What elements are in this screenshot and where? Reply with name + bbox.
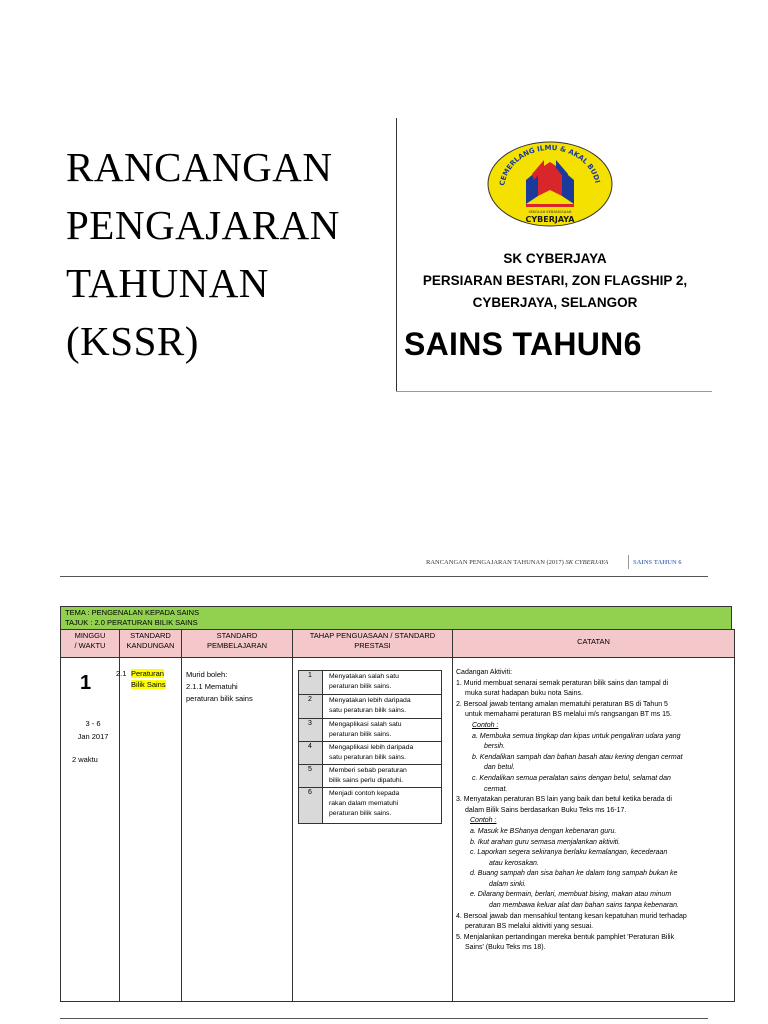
column-divider xyxy=(119,658,120,1001)
tahap-line: peraturan bilik sains. xyxy=(329,810,392,817)
tahap-desc xyxy=(329,743,439,763)
header-text: / WAKTU xyxy=(74,641,106,650)
example-item: b. Kendalikan sampah dan bahan basah atau kering dengan cermat xyxy=(472,753,683,761)
header-minggu xyxy=(61,630,120,658)
example-heading: Contoh : xyxy=(470,817,497,825)
highlighted-text: Peraturan xyxy=(131,669,164,678)
example-item: bersih. xyxy=(484,743,506,751)
tahap-level: 4 xyxy=(299,742,323,764)
logo-school-name: CYBERJAYA xyxy=(525,215,575,224)
tahap-line: Menjadi contoh kepada xyxy=(329,790,400,797)
tahap-desc xyxy=(329,720,439,740)
example-item: e. Dilarang bermain, berlari, membuat bising, makan atau minum xyxy=(470,891,672,899)
example-item: dan betul. xyxy=(484,764,515,772)
tahap-level: 6 xyxy=(299,788,323,823)
tahap-line: Mengaplikasi lebih daripada xyxy=(329,744,414,751)
column-divider xyxy=(452,658,453,1001)
tahap-line: satu peraturan bilik sains. xyxy=(329,707,407,714)
header-standard-pembelajaran xyxy=(182,630,293,658)
tajuk-line: TAJUK : 2.0 PERATURAN BILIK SAINS xyxy=(65,618,198,627)
activity-item: 2. Bersoal jawab tentang amalan mematuhi peraturan BS di Tahun 5 xyxy=(456,700,668,708)
activity-item: dalam Bilik Sains berdasarkan Buku Teks ms 16-17. xyxy=(465,806,627,814)
week-date xyxy=(66,717,120,743)
tahap-row xyxy=(299,719,441,742)
tahap-desc xyxy=(329,789,439,819)
activities-heading: Cadangan Aktiviti: xyxy=(456,669,513,676)
school-city: CYBERJAYA, SELANGOR xyxy=(472,295,638,310)
header-text: PRESTASI xyxy=(354,641,391,650)
week-number: 1 xyxy=(80,672,92,694)
tahap-line: Menyatakan salah satu xyxy=(329,673,399,680)
tahap-row xyxy=(299,695,441,719)
tahap-row xyxy=(299,742,441,765)
catatan-activities xyxy=(456,668,730,954)
tahap-row xyxy=(299,788,441,823)
tahap-desc xyxy=(329,766,439,786)
tahap-level: 3 xyxy=(299,719,323,741)
tema-box xyxy=(60,606,732,630)
header-text: CATATAN xyxy=(577,637,610,646)
tahap-line: rakan dalam mematuhi xyxy=(329,800,399,807)
example-item: cermat. xyxy=(484,785,508,793)
standard-kandungan-number: 2.1 xyxy=(116,669,127,678)
week-date-month: Jan 2017 xyxy=(77,732,109,741)
column-divider xyxy=(292,658,293,1001)
tahap-line: peraturan bilik sains. xyxy=(329,731,392,738)
logo-motto: CEMERLANG ILMU & AKAL BUDI xyxy=(498,143,602,187)
activity-item: 4. Bersoal jawab dan mensahkul tentang kesan kepatuhan murid terhadap xyxy=(456,912,687,920)
example-item: c. Kendalikan semua peralatan sains dengan betul, selamat dan xyxy=(472,774,671,782)
tahap-desc xyxy=(329,696,439,716)
tahap-level: 5 xyxy=(299,765,323,787)
header-standard-kandungan xyxy=(120,630,182,658)
header-text: MINGGU xyxy=(74,631,106,640)
tahap-level: 2 xyxy=(299,695,323,718)
sp-intro: Murid boleh: xyxy=(186,670,228,679)
header-text: STANDARD xyxy=(216,631,258,640)
activity-item: 5. Menjalankan pertandingan mereka bentuk pamphlet 'Peraturan Bilik xyxy=(456,933,675,941)
example-item: atau kerosakan. xyxy=(489,859,539,867)
tahap-level: 1 xyxy=(299,671,323,694)
school-name: SK CYBERJAYA xyxy=(503,251,607,266)
tahap-line: Memberi sebab peraturan xyxy=(329,767,407,774)
activity-item: peraturan BS melalui aktiviti yang sesuai. xyxy=(465,923,594,931)
school-logo xyxy=(486,140,614,228)
example-item: dalam sinki. xyxy=(489,880,526,888)
cover-title-line: PENGAJARAN xyxy=(66,202,340,248)
cover-divider-vertical xyxy=(396,118,397,392)
header-tahap-penguasaan xyxy=(293,630,453,658)
week-duration: 2 waktu xyxy=(72,755,98,764)
activity-item: 3. Menyatakan peraturan BS lain yang baik dan betul ketika berada di xyxy=(456,796,672,804)
page-bottom-rule xyxy=(60,1018,708,1019)
sp-item: peraturan bilik sains xyxy=(186,694,253,703)
activity-item: Sains' (Buku Teks ms 18). xyxy=(465,944,546,952)
header-text: STANDARD xyxy=(130,631,171,640)
example-item: b. Ikut arahan guru semasa menjalankan aktiviti. xyxy=(470,838,621,846)
standard-kandungan-title xyxy=(131,668,166,690)
tahap-line: peraturan bilik sains. xyxy=(329,683,392,690)
cover-title xyxy=(66,138,386,370)
activity-item: muka surat hadapan buku nota Sains. xyxy=(465,690,583,698)
running-header-rule xyxy=(60,576,708,577)
running-header-text: RANCANGAN PENGAJARAN TAHUNAN (2017) xyxy=(426,559,566,566)
subject-title: SAINS TAHUN6 xyxy=(404,326,642,362)
example-item: d. Buang sampah dan sisa bahan ke dalam tong sampah bukan ke xyxy=(470,870,678,878)
tahap-line: Menyatakan lebih daripada xyxy=(329,697,411,704)
tahap-row xyxy=(299,765,441,788)
sp-item: 2.1.1 Mematuhi xyxy=(186,682,238,691)
tahap-row xyxy=(299,671,441,695)
example-heading: Contoh : xyxy=(472,721,499,729)
header-text: TAHAP PENGUASAAN / STANDARD xyxy=(309,631,436,640)
cover-title-line: TAHUNAN xyxy=(66,260,269,306)
header-text: PEMBELAJARAN xyxy=(206,641,268,650)
highlighted-text: Bilik Sains xyxy=(131,680,166,689)
cover-title-line: (KSSR) xyxy=(66,318,199,364)
school-address xyxy=(398,248,712,314)
tahap-line: Mengaplikasi salah satu xyxy=(329,721,402,728)
example-item: a. Membuka semua tingkap dan kipas untuk pengaliran udara yang xyxy=(472,732,681,740)
example-item: dan membawa keluar alat dan bahan sains tanpa kebenaran. xyxy=(489,902,679,910)
activity-item: 1. Murid membuat senarai semak peraturan bilik sains dan tampal di xyxy=(456,679,669,687)
tema-line: TEMA : PENGENALAN KEPADA SAINS xyxy=(65,608,200,617)
example-item: c. Laporkan segera sekiranya berlaku kemalangan, kecederaan xyxy=(470,849,668,857)
running-header-separator xyxy=(628,555,629,569)
school-street: PERSIARAN BESTARI, ZON FLAGSHIP 2, xyxy=(422,273,688,288)
cover-divider-horizontal xyxy=(396,391,712,392)
header-catatan xyxy=(453,630,734,658)
running-header-school: SK CYBERJAYA xyxy=(565,559,609,566)
logo-school-type: SEKOLAH KEBANGSAAN xyxy=(528,210,572,214)
activity-item: untuk memahami peraturan BS melalui m/s rangsangan BT ms 15. xyxy=(465,711,672,719)
tahap-desc xyxy=(329,672,439,692)
standard-pembelajaran xyxy=(186,669,288,705)
running-header xyxy=(426,559,608,566)
week-date-range: 3 - 6 xyxy=(85,719,101,728)
column-divider xyxy=(181,658,182,1001)
running-header-subject: SAINS TAHUN 6 xyxy=(633,559,682,566)
example-item: a. Masuk ke BShanya dengan kebenaran guru. xyxy=(470,827,617,835)
tahap-line: bilik sains perlu dipatuhi. xyxy=(329,777,404,784)
header-text: KANDUNGAN xyxy=(126,641,175,650)
tahap-penguasaan-table xyxy=(298,670,442,824)
tahap-line: satu peraturan bilik sains. xyxy=(329,754,407,761)
cover-title-line: RANCANGAN xyxy=(66,144,333,190)
